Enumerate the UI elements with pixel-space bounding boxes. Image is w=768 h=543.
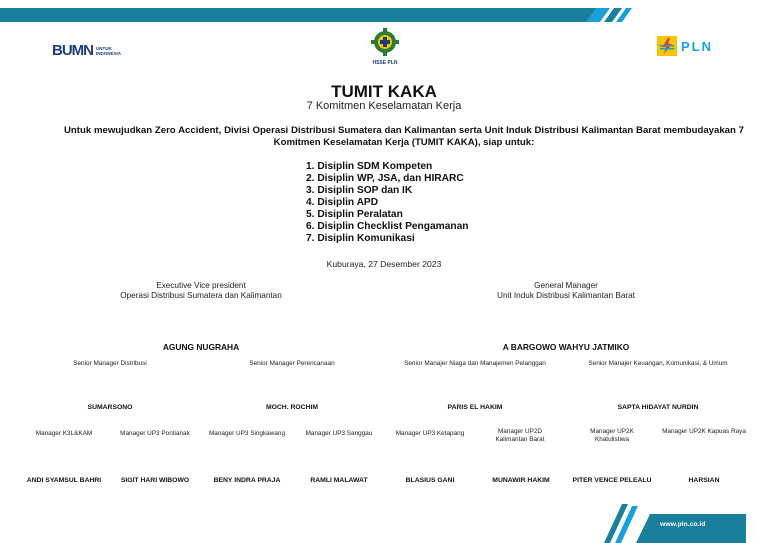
commitment-item: 1. Disiplin SDM Kompeten <box>306 161 433 172</box>
manager-name: BLASIUS GANI <box>405 477 455 484</box>
signatory-gm <box>406 281 726 301</box>
signing-date: Kuburaya, 27 Desember 2023 <box>326 259 442 269</box>
senior-manager-role: Senior Manajer Niaga dan Manajemen Pelanggan <box>404 360 546 367</box>
bumn-logo-subtext: UNTUK INDONESIA <box>96 45 122 56</box>
senior-manager-name: SAPTA HIDAYAT NURDIN <box>617 404 699 411</box>
document-title: TUMIT KAKA <box>331 82 437 101</box>
commitment-item: 3. Disiplin SOP dan IK <box>306 185 413 196</box>
intro-paragraph: Untuk mewujudkan Zero Accident, Divisi Operasi Distribusi Sumatera dan Kalimantan serta Unit Induk Distribusi Kalimantan Barat membudayakan 7 Komitmen Keselamatan Kerja (TUMIT KAKA), siap untuk: <box>64 125 744 148</box>
senior-manager-name: MOCH. ROCHIM <box>265 404 319 411</box>
commitment-item: 6. Disiplin Checklist Pengamanan <box>306 221 469 232</box>
top-banner-stripe <box>0 8 768 22</box>
senior-manager-role: Senior Manajer Keuangan, Komunikasi, & Umum <box>588 360 728 367</box>
signatory-unit: Unit Induk Distribusi Kalimantan Barat <box>497 291 635 300</box>
pln-lightning-icon <box>657 36 677 56</box>
commitment-list <box>306 161 468 245</box>
manager-role: Manager UP3 Singkawang <box>208 430 286 437</box>
senior-manager-role: Senior Manager Perencanaan <box>249 360 335 367</box>
manager-name: HARSIAN <box>688 477 720 484</box>
manager-name: BENY INDRA PRAJA <box>213 477 281 484</box>
commitment-item: 2. Disiplin WP, JSA, dan HIRARC <box>306 173 464 184</box>
commitment-item: 5. Disiplin Peralatan <box>306 209 403 220</box>
pln-wordmark: PLN <box>681 38 713 54</box>
senior-manager-name: PARIS EL HAKIM <box>447 404 503 411</box>
bumn-logo-mark: BUMN <box>52 42 93 59</box>
signatory-title: Executive Vice president <box>156 281 246 290</box>
commitment-item: 4. Disiplin APD <box>306 197 379 208</box>
hsse-gear-icon <box>370 28 400 56</box>
manager-role: Manager UP2K Kapuas Raya <box>662 428 746 435</box>
manager-name: PITER VENCE PELEALU <box>572 477 652 484</box>
signatory-name: A BARGOWO WAHYU JATMIKO <box>502 342 630 352</box>
commitment-item: 7. Disiplin Komunikasi <box>306 233 415 244</box>
manager-role: Manager UP2D Kalimantan Barat <box>495 428 545 443</box>
signatory-unit: Operasi Distribusi Sumatera dan Kalimantan <box>120 291 282 300</box>
manager-role: Manager UP3 Sanggau <box>305 430 373 437</box>
pln-logo <box>657 36 713 56</box>
senior-manager-name: SUMARSONO <box>87 404 133 411</box>
hsse-caption: HSSE PLN <box>372 60 398 66</box>
footer-website: www.pln.co.id <box>660 521 706 528</box>
manager-role: Manager UP2K Khatulistiwa <box>590 428 634 443</box>
hsse-pln-logo <box>367 28 403 66</box>
manager-name: MUNAWIR HAKIM <box>492 477 550 484</box>
signatory-name: AGUNG NUGRAHA <box>162 342 240 352</box>
manager-name: ANDI SYAMSUL BAHRI <box>26 477 102 484</box>
signatory-title: General Manager <box>534 281 598 290</box>
manager-name: SIGIT HARI WIBOWO <box>120 477 190 484</box>
manager-role: Manager UP3 Ketapang <box>395 430 465 437</box>
bumn-logo <box>52 42 121 59</box>
manager-role: Manager K3L&KAM <box>35 430 93 437</box>
senior-manager-role: Senior Manager Distribusi <box>73 360 147 367</box>
document-subtitle: 7 Komitmen Keselamatan Kerja <box>306 100 462 112</box>
signatory-evp <box>41 281 361 301</box>
manager-role: Manager UP3 Pontianak <box>120 430 190 437</box>
manager-name: RAMLI MALAWAT <box>310 477 368 484</box>
